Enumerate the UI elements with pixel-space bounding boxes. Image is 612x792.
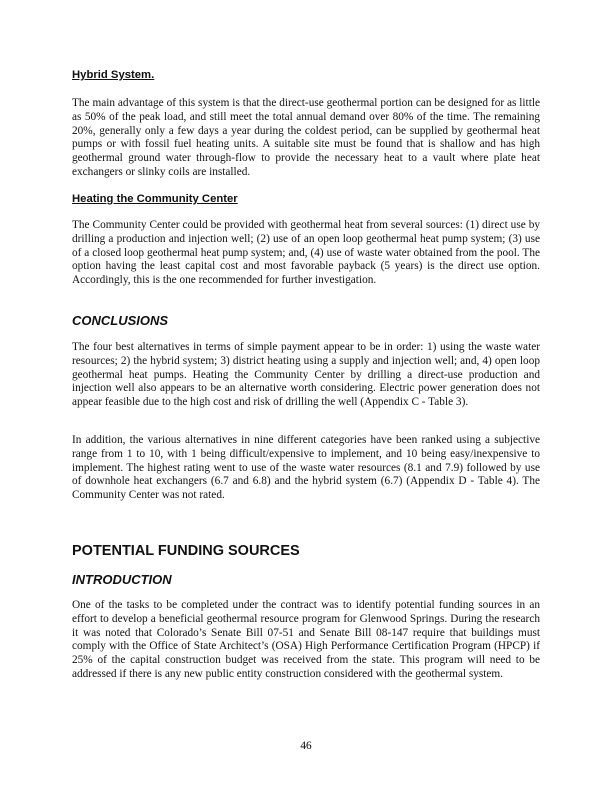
introduction-paragraph: One of the tasks to be completed under the contract was to identify potential funding sources in an effort to develop a beneficial geothermal resource program for Glenwood Springs. During the research it was noted that Colorado’s Senate Bill 07-51 and Senate Bill 08-147 require that buildings must comply with the Office of State Architect’s (OSA) High Performance Certification Program (HPCP) if 25% of the capital construction budget was received from the state. This program will need to be addressed if there is any new public entity construction considered with the geothermal system. xyxy=(72,599,540,680)
community-center-heading: Heating the Community Center xyxy=(72,193,238,205)
hybrid-system-paragraph: The main advantage of this system is that the direct-use geothermal portion can be designed for as little as 50% of the peak load, and still meet the total annual demand over 80% of the time. The remaining 20%, generally only a few days a year during the coldest period, can be supplied by geothermal heat pumps or with fossil fuel heating units. A suitable site must be found that is shallow and has high geothermal ground water through-flow to provide the necessary heat to a vault where plate heat exchangers or slinky coils are installed. xyxy=(72,97,540,178)
introduction-heading: INTRODUCTION xyxy=(72,572,172,587)
conclusions-paragraph-1: The four best alternatives in terms of simple payment appear to be in order: 1) using the waste water resources; 2) the hybrid system; 3) district heating using a supply and injection well; and, 4) open loop geothermal heat pumps. Heating the Community Center by drilling a direct-use production and injection well also appears to be an alternative worth considering. Electric power generation does not appear feasible due to the high cost and risk of drilling the well (Appendix C - Table 3). xyxy=(72,341,540,408)
hybrid-system-heading: Hybrid System. xyxy=(72,69,155,81)
page-number: 46 xyxy=(300,740,312,752)
funding-sources-heading: POTENTIAL FUNDING SOURCES xyxy=(72,543,300,559)
conclusions-heading: CONCLUSIONS xyxy=(72,313,169,328)
conclusions-paragraph-2: In addition, the various alternatives in nine different categories have been ranked using a subjective range from 1 to 10, with 1 being difficult/expensive to implement, and 10 being easy/inexpensive to implement. The highest rating went to use of the waste water resources (8.1 and 7.9) followed by use of downhole heat exchangers (6.7 and 6.8) and the hybrid system (6.7) (Appendix D - Table 4). The Community Center was not rated. xyxy=(72,434,540,501)
community-center-paragraph: The Community Center could be provided with geothermal heat from several sources: (1) direct use by drilling a production and injection well; (2) use of an open loop geothermal heat pump system; (3) use of a closed loop geothermal heat pump system; and, (4) use of waste water obtained from the pool. The option having the least capital cost and most favorable payback (5 years) is the direct use option. Accordingly, this is the one recommended for further investigation. xyxy=(72,219,540,286)
